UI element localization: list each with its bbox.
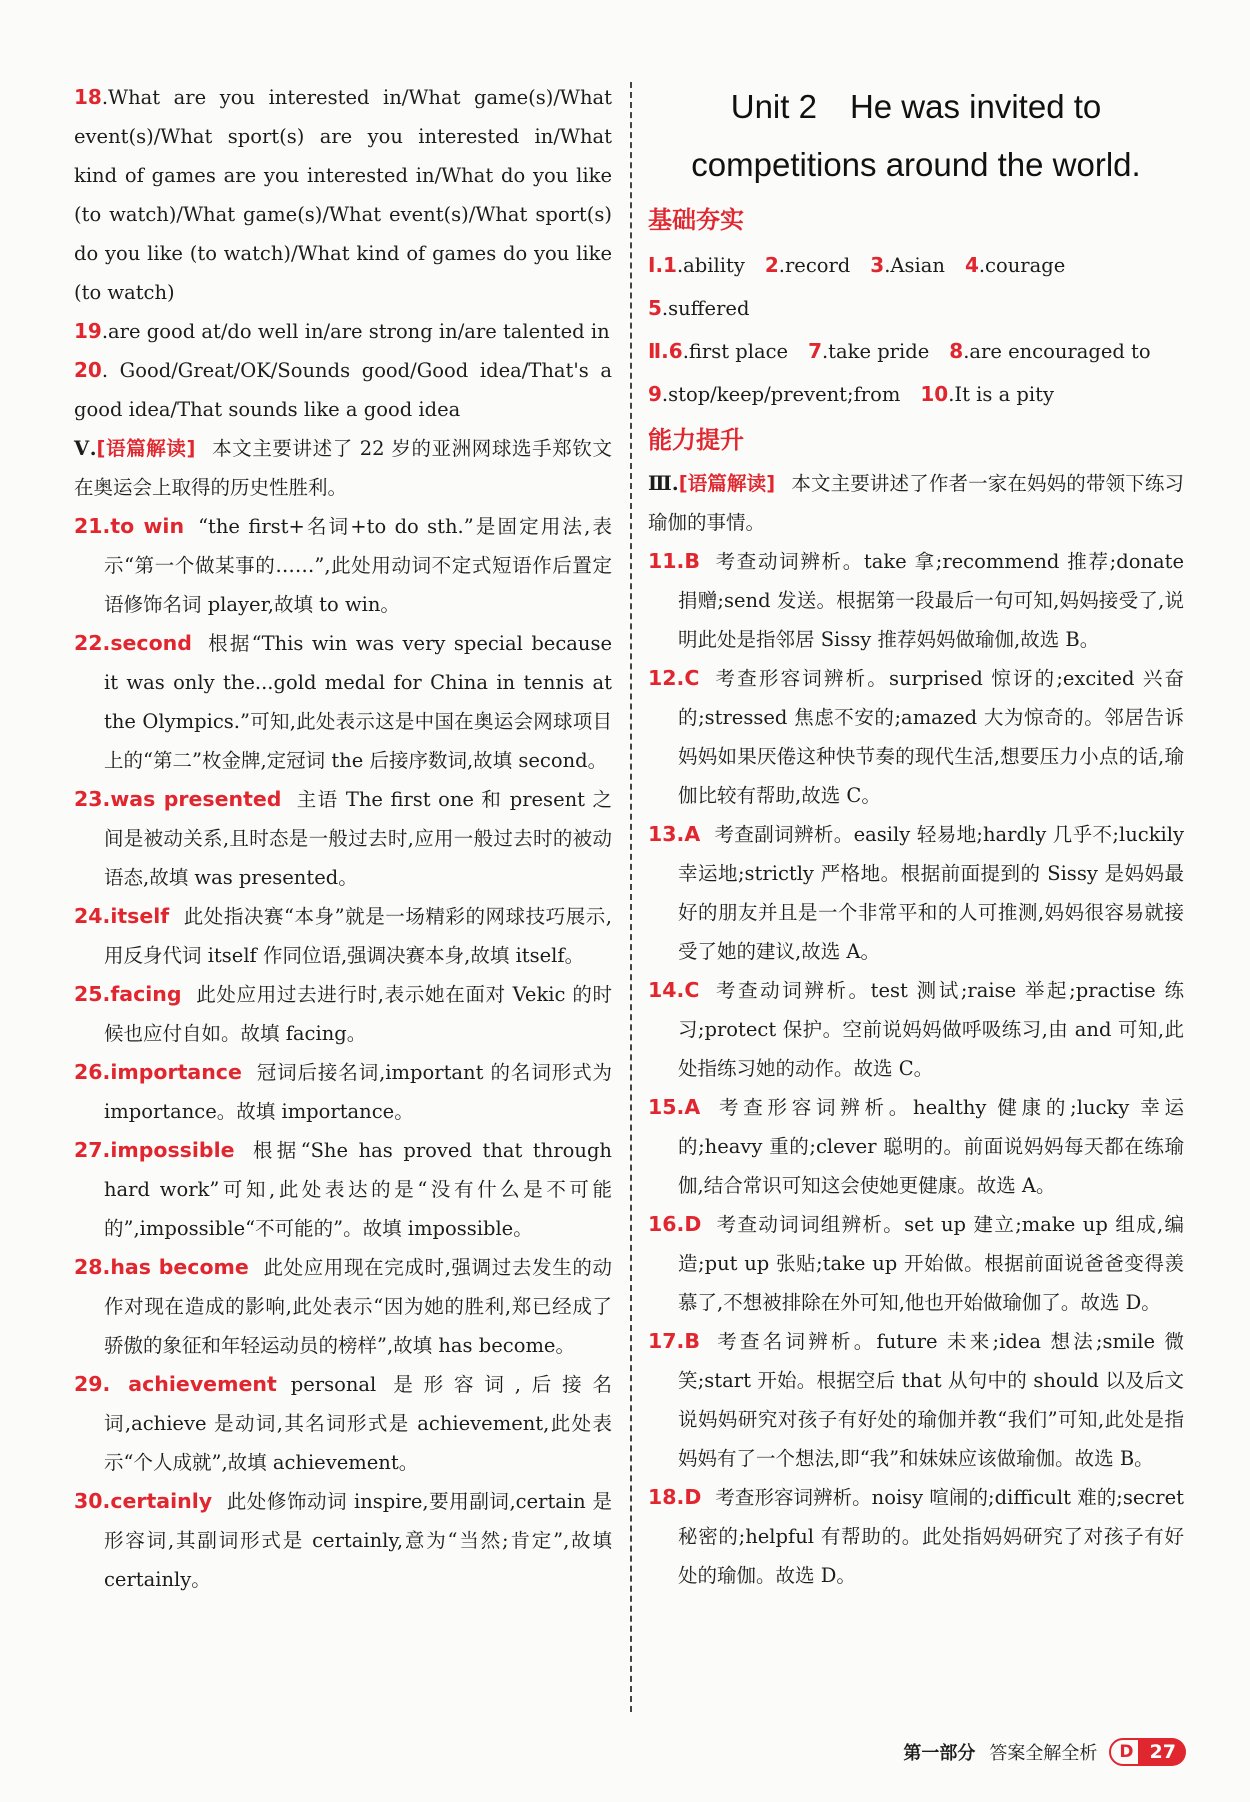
explanation: “the first+名词+to do sth.”是固定用法,表示“第一个做某事的……”,此处用动词不定式短语作后置定语修饰名词 player,故填 to win。 [104,515,612,616]
item-number: 19 [74,319,102,343]
answer-text: .ability [676,254,745,277]
answer-text: .suffered [661,297,750,320]
answer-17 [648,1322,1184,1478]
explanation: 考查动词辨析。take 拿;recommend 推荐;donate 捐赠;send 发送。根据第一段最后一句可知,妈妈接受了,说明此处是指邻居 Sissy 推荐妈妈做瑜伽,故选 B。 [678,550,1184,651]
answer-key: 18.D [648,1485,702,1509]
answer-28 [74,1248,612,1365]
answer-27 [74,1131,612,1248]
item-number: 5 [648,296,662,320]
unit-title [648,78,1184,194]
answer-11 [648,542,1184,659]
item-number: 2 [764,253,779,277]
explanation: 考查动词词组辨析。set up 建立;make up 组成,编造;put up 张贴;take up 开始做。根据前面说爸爸变得羡慕了,不想被排除在外可知,他也开始做瑜伽了。故选 D。 [678,1213,1184,1314]
basic-row [648,330,1184,373]
item-number: 18 [74,85,102,109]
answer-23 [74,780,612,897]
item-number: Ⅰ.1 [648,253,677,277]
answer-text: .take pride [821,340,930,363]
answer-20 [74,351,612,429]
section-label: Ⅲ. [648,472,679,495]
page-footer [903,1738,1186,1766]
item-number: Ⅱ.6 [648,339,683,363]
answer-key: 23.was presented [74,787,282,811]
section-iii-summary [648,464,1184,542]
answer-text: .stop/keep/prevent;from [661,383,901,406]
answer-text: . Good/Great/OK/Sounds good/Good idea/That's a good idea/That sounds like a good idea [74,359,612,421]
answer-key: 13.A [648,822,701,846]
answer-21 [74,507,612,624]
summary-text: 本文主要讲述了作者一家在妈妈的带领下练习瑜伽的事情。 [648,472,1184,534]
explanation: 考查名词辨析。future 未来;idea 想法;smile 微笑;start 开始。根据空后 that 从句中的 should 以及后文说妈妈研究对孩子有好处的瑜伽并教“我们”可知,此处是指妈妈有了一个想法,即“我”和妹妹应该做瑜伽。故选 B。 [678,1330,1184,1470]
left-column [74,78,612,1599]
explanation: 冠词后接名词,important 的名词形式为 importance。故填 importance。 [104,1061,612,1123]
passage-tag: [语篇解读] [96,437,196,460]
passage-tag: [语篇解读] [678,472,776,495]
basic-heading: 基础夯实 [648,206,744,234]
explanation: 主语 The first one 和 present 之间是被动关系,且时态是一般过去时,应用一般过去时的被动语态,故填 was presented。 [104,788,612,889]
explanation: 考查动词辨析。test 测试;raise 举起;practise 练习;protect 保护。空前说妈妈做呼吸练习,由 and 可知,此处指练习她的动作。故选 C。 [678,979,1184,1080]
section-v-summary [74,429,612,507]
item-number: 9 [648,382,662,406]
unit-title-line-2: competitions around the world. [691,146,1141,183]
explanation: 根据“She has proved that through hard work”可知,此处表达的是“没有什么是不可能的”,impossible“不可能的”。故填 impossible。 [104,1139,612,1240]
badge-letter: D [1109,1738,1139,1766]
explanation: 考查副词辨析。easily 轻易地;hardly 几乎不;luckily 幸运地;strictly 严格地。根据前面提到的 Sissy 是妈妈最好的朋友并且是一个非常平和的人可推测,妈妈很容易就接受了她的建议,故选 A。 [678,823,1184,963]
explanation: 考查形容词辨析。healthy 健康的;lucky 幸运的;heavy 重的;clever 聪明的。前面说妈妈每天都在练瑜伽,结合常识可知这会使她更健康。故选 A。 [678,1096,1184,1197]
explanation: 考查形容词辨析。noisy 喧闹的;difficult 难的;secret 秘密的;helpful 有帮助的。此处指妈妈研究了对孩子有好处的瑜伽。故选 D。 [678,1486,1184,1587]
right-column [648,78,1184,1595]
explanation: 此处修饰动词 inspire,要用副词,certain 是形容词,其副词形式是 certainly,意为“当然;肯定”,故填 certainly。 [104,1490,612,1591]
item-number: 10 [920,382,949,406]
column-divider [630,82,632,1712]
answer-key: 30.certainly [74,1489,213,1513]
explanation: 此处应用现在完成时,强调过去发生的动作对现在造成的影响,此处表示“因为她的胜利,郑已经成了骄傲的象征和年轻运动员的榜样”,故填 has become。 [104,1256,612,1357]
answer-22 [74,624,612,780]
explanation: personal 是形容词,后接名词,achieve 是动词,其名词形式是 achievement,此处表示“个人成就”,故填 achievement。 [104,1373,612,1474]
answer-12 [648,659,1184,815]
answer-text: .courage [978,254,1066,277]
footer-description: 答案全解全析 [989,1743,1098,1764]
answer-key: 25.facing [74,982,182,1006]
answer-text: .are good at/do well in/are strong in/are talented in [101,320,610,343]
answer-text: .Asian [884,254,945,277]
answer-key: 16.D [648,1212,702,1236]
item-number: 4 [964,253,979,277]
answer-18 [74,78,612,312]
basic-row [648,244,1184,330]
page-badge [1109,1738,1186,1766]
item-number: 20 [74,358,102,382]
explanation: 根据“This win was very special because it was only the...gold medal for China in tennis at the Olympics.”可知,此处表示这是中国在奥运会网球项目上的“第二”枚金牌,定冠词 the 后接序数词,故填 second。 [104,632,612,772]
answer-text: .It is a pity [948,383,1054,406]
answer-key: 12.C [648,666,700,690]
answer-key: 15.A [648,1095,701,1119]
answer-29 [74,1365,612,1482]
answer-text: .record [778,254,851,277]
answer-14 [648,971,1184,1088]
advance-heading: 能力提升 [648,426,744,454]
summary-text: 本文主要讲述了 22 岁的亚洲网球选手郑钦文在奥运会上取得的历史性胜利。 [74,437,613,499]
answer-25 [74,975,612,1053]
answer-text: .What are you interested in/What game(s)/What event(s)/What sport(s) are you interested in/What kind of games are you interested in/What do you like (to watch)/What game(s)/What event(s)/What sport(s) do you like (to watch)/What kind of games do you like (to watch) [74,86,612,304]
answer-key: 14.C [648,978,700,1002]
explanation: 此处应用过去进行时,表示她在面对 Vekic 的时候也应付自如。故填 facing。 [104,983,612,1045]
answer-16 [648,1205,1184,1322]
explanation: 考查形容词辨析。surprised 惊讶的;excited 兴奋的;stressed 焦虑不安的;amazed 大为惊奇的。邻居告诉妈妈如果厌倦这种快节奏的现代生活,想要压力小点的话,瑜伽比较有帮助,故选 C。 [678,667,1184,807]
answer-key: 22.second [74,631,192,655]
answer-18-right [648,1478,1184,1595]
answer-15 [648,1088,1184,1205]
basic-row [648,373,1184,416]
answer-text: .are encouraged to [963,340,1151,363]
answer-key: 27.impossible [74,1138,235,1162]
answer-key: 28.has become [74,1255,249,1279]
footer-part: 第一部分 [903,1743,976,1764]
answer-key: 21.to win [74,514,185,538]
answer-30 [74,1482,612,1599]
item-number: 3 [870,253,885,277]
answer-key: 17.B [648,1329,700,1353]
answer-key: 11.B [648,549,700,573]
answer-key: 24.itself [74,904,170,928]
item-number: 8 [949,339,964,363]
basic-answers [648,244,1184,416]
unit-title-line-1: Unit 2 He was invited to [730,88,1102,125]
item-number: 7 [808,339,822,363]
answer-key: 26.importance [74,1060,242,1084]
answer-key: 29. achievement [74,1372,277,1396]
answer-24 [74,897,612,975]
section-label: Ⅴ. [74,437,97,460]
answer-26 [74,1053,612,1131]
answer-19 [74,312,612,351]
answer-13 [648,815,1184,971]
page-number: 27 [1140,1738,1186,1766]
answer-text: .first place [682,340,789,363]
explanation: 此处指决赛“本身”就是一场精彩的网球技巧展示,用反身代词 itself 作同位语,强调决赛本身,故填 itself。 [104,905,612,967]
